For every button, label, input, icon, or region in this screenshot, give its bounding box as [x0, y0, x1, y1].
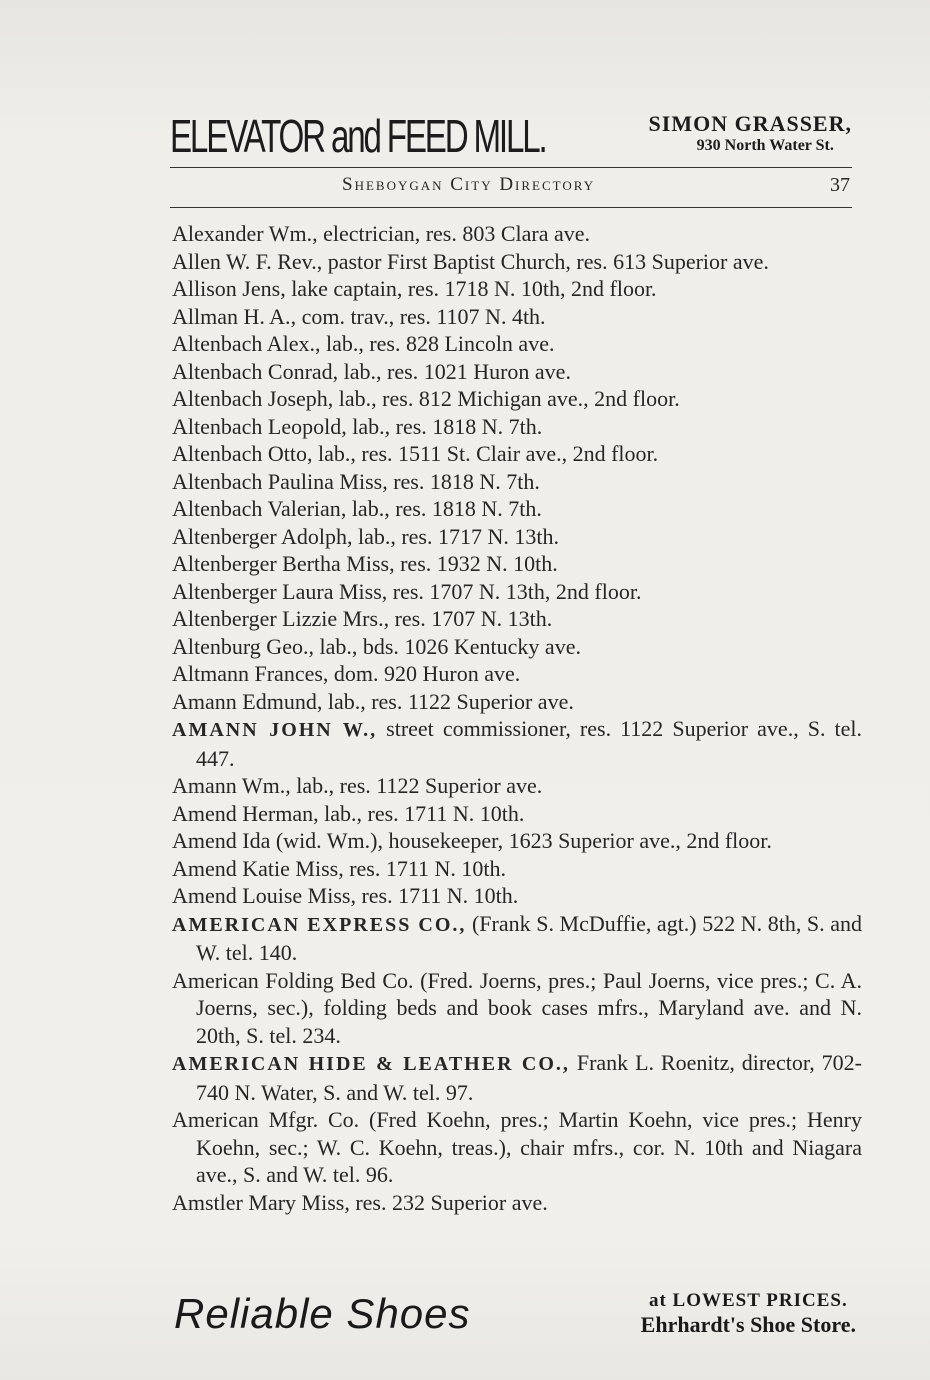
entry-name: Altenberger Laura Miss: [172, 578, 382, 604]
directory-entry: [172, 688, 862, 716]
directory-entry: [172, 523, 862, 551]
entry-name: Altenbach Paulina Miss: [172, 468, 383, 494]
entry-details: , lab., res. 1511 St. Clair ave., 2nd floor.: [307, 441, 659, 466]
entry-name: Altmann Frances: [172, 661, 323, 686]
directory-entry: [172, 550, 862, 578]
entry-name: Amann Wm.: [172, 773, 286, 798]
entry-details: , lab., res. 1122 Superior ave.: [285, 773, 543, 798]
entry-details: , electrician, res. 803 Clara ave.: [312, 221, 591, 246]
entry-name: Amend Louise Miss: [172, 883, 351, 908]
directory-entry: [172, 967, 862, 1050]
entry-name-bold: AMERICAN EXPRESS CO.,: [172, 913, 467, 936]
directory-entry: [172, 440, 862, 468]
entry-details: , res. 1711 N. 10th.: [338, 855, 507, 881]
directory-entry: [172, 330, 862, 358]
directory-entry: [172, 468, 862, 496]
directory-entry: [172, 275, 862, 303]
entry-details: , lab., bds. 1026 Kentucky ave.: [308, 633, 581, 659]
directory-entry: [172, 660, 862, 688]
entry-name: Amstler Mary Miss: [172, 1189, 345, 1215]
entry-name: Altenbach Leopold: [172, 413, 342, 439]
entry-name: Altenburg Geo.: [172, 633, 309, 659]
entry-details: , lab., res. 1711 N. 10th.: [313, 800, 525, 826]
directory-entry: [172, 413, 862, 441]
directory-entry: [172, 772, 862, 800]
bottom-ad-store: [641, 1290, 856, 1338]
entry-details: , lab., res. 1818 N. 7th.: [340, 496, 542, 521]
bottom-ad-store-name: Ehrhardt's Shoe Store.: [640, 1312, 856, 1337]
directory-entry: [172, 248, 862, 276]
directory-entry: [172, 605, 862, 633]
entry-name: Amann Edmund: [172, 688, 317, 714]
entry-name: Allman H. A.: [172, 303, 291, 329]
top-ad-headline: ELEVATOR and FEED MILL.: [170, 110, 546, 162]
entry-details: street commissioner, res. 1122 Superior ave., S. tel. 447.: [196, 716, 863, 771]
directory-entry: [172, 1106, 862, 1189]
entry-details: (Fred. Joerns, pres.; Paul Joerns, vice pres.; C. A. Joerns, sec.), folding beds and book cases mfrs., Maryland ave. and N. 20th, S. tel. 234.: [196, 967, 862, 1048]
top-ad-advertiser: [649, 112, 852, 156]
entry-name: Amend Ida (wid. Wm.): [172, 828, 378, 853]
entry-name-bold: AMERICAN HIDE & LEATHER CO.,: [172, 1053, 570, 1075]
entry-details: , lake captain, res. 1718 N. 10th, 2nd floor.: [280, 276, 657, 301]
entry-name: Altenbach Otto: [172, 441, 308, 466]
entry-details: , housekeeper, 1623 Superior ave., 2nd floor.: [377, 828, 772, 853]
directory-entry: [172, 385, 862, 413]
entry-details: , res. 1818 N. 7th.: [382, 468, 540, 494]
bottom-ad-prices: at LOWEST PRICES.: [648, 1290, 848, 1311]
entry-details: , com. trav., res. 1107 N. 4th.: [290, 303, 546, 329]
directory-entry: [172, 495, 862, 523]
directory-entry: [172, 633, 862, 661]
entry-name: American Mfgr. Co.: [172, 1107, 360, 1132]
entry-details: Frank L. Roenitz, director, 702-740 N. Water, S. and W. tel. 97.: [196, 1050, 862, 1105]
directory-entry: [172, 882, 862, 910]
entry-details: , lab., res. 1122 Superior ave.: [316, 688, 574, 714]
entry-name-bold: AMANN JOHN W.,: [172, 719, 378, 741]
directory-entry: [172, 800, 862, 828]
directory-entry: [172, 358, 862, 386]
entry-details: (Fred Koehn, pres.; Martin Koehn, vice pres.; Henry Koehn, sec.; W. C. Koehn, treas.), chair mfrs., cor. N. 10th and Niagara ave., S. and W. tel. 96.: [196, 1107, 863, 1187]
entry-name: American Folding Bed Co.: [172, 967, 414, 993]
directory-entry: [172, 827, 862, 855]
entry-details: , res. 1932 N. 10th.: [389, 551, 558, 576]
directory-entry: [172, 303, 862, 331]
top-ad-name: SIMON GRASSER,: [648, 111, 852, 136]
top-advertisement: [170, 108, 860, 164]
entry-name: Altenberger Adolph: [172, 523, 347, 549]
entry-name: Altenbach Conrad: [172, 358, 333, 384]
running-head-title: Sheboygan City Directory: [342, 174, 596, 195]
directory-entry: [172, 1049, 862, 1106]
directory-entry: [172, 578, 862, 606]
entry-details: , lab., res. 812 Michigan ave., 2nd floor.: [327, 386, 680, 411]
bottom-ad-slogan: Reliable Shoes: [174, 1290, 471, 1337]
entry-details: , pastor First Baptist Church, res. 613 Superior ave.: [316, 248, 769, 274]
header-rule-bottom: [170, 207, 852, 208]
entry-details: , res. 1707 N. 13th, 2nd floor.: [381, 578, 642, 604]
header-rule-top: [170, 167, 852, 168]
entry-details: (Frank S. McDuffie, agt.) 522 N. 8th, S. and W. tel. 140.: [196, 910, 863, 965]
entry-name: Alexander Wm.: [172, 221, 313, 246]
entry-details: , dom. 920 Huron ave.: [322, 661, 521, 686]
entry-name: Amend Herman: [172, 800, 314, 826]
entry-details: , lab., res. 1818 N. 7th.: [341, 413, 543, 439]
entry-name: Altenberger Bertha Miss: [172, 551, 390, 576]
entry-details: , lab., res. 1717 N. 13th.: [346, 523, 559, 549]
directory-entries: [172, 220, 862, 1216]
entry-details: , lab., res. 828 Lincoln ave.: [314, 331, 555, 356]
bottom-advertisement: [172, 1288, 862, 1348]
entry-details: , lab., res. 1021 Huron ave.: [332, 358, 571, 384]
directory-entry: [172, 1189, 862, 1217]
entry-name: Altenberger Lizzie Mrs.: [172, 606, 384, 631]
entry-name: Allen W. F. Rev.: [172, 248, 317, 274]
top-ad-address: 930 North Water St.: [696, 137, 834, 154]
entry-details: , res. 1707 N. 13th.: [383, 606, 553, 631]
entry-name: Altenbach Valerian: [172, 496, 341, 521]
entry-name: Allison Jens: [172, 276, 281, 301]
entry-details: , res. 1711 N. 10th.: [350, 883, 519, 908]
entry-name: Altenbach Alex.: [172, 331, 315, 356]
entry-name: Amend Katie Miss: [172, 855, 339, 881]
directory-entry: [172, 910, 862, 967]
running-head: [170, 172, 852, 200]
directory-entry: [172, 715, 862, 772]
directory-entry: [172, 220, 862, 248]
page-number: 37: [830, 174, 850, 196]
entry-name: Altenbach Joseph: [172, 386, 328, 411]
entry-details: , res. 232 Superior ave.: [344, 1189, 548, 1215]
directory-entry: [172, 855, 862, 883]
